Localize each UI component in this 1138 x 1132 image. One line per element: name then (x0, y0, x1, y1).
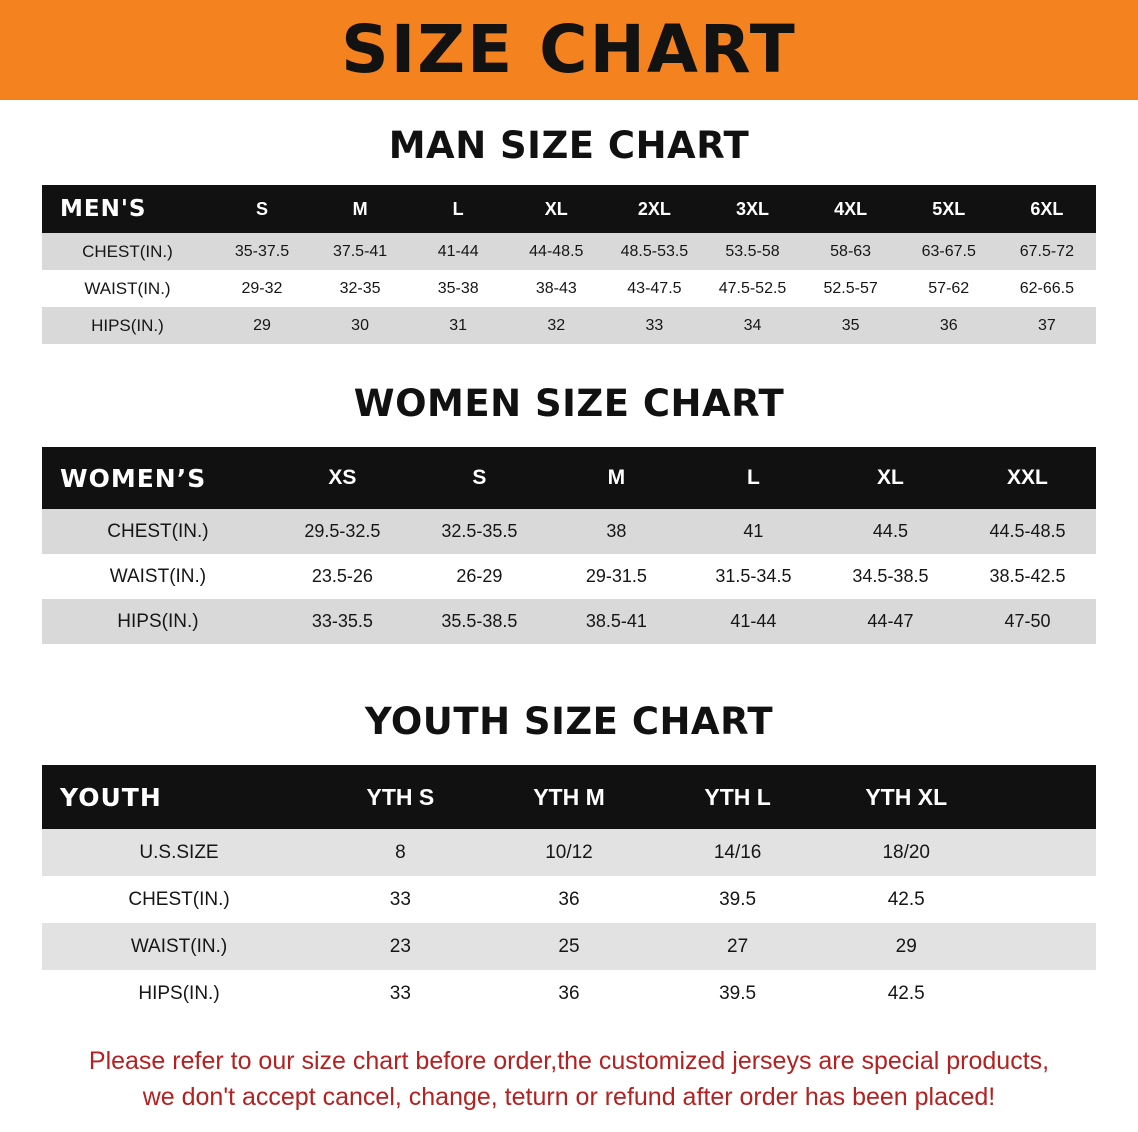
table-cell: 33 (316, 876, 485, 923)
man-col-header: S (213, 185, 311, 233)
table-cell: 29-32 (213, 270, 311, 307)
man-col-header: 6XL (998, 185, 1096, 233)
man-col-header: 2XL (605, 185, 703, 233)
table-cell: 38.5-41 (548, 599, 685, 644)
table-cell: 44.5-48.5 (959, 509, 1096, 554)
table-cell: 18/20 (822, 829, 991, 876)
disclaimer-line-2: we don't accept cancel, change, teturn or refund after order has been placed! (142, 1083, 996, 1112)
table-cell: 48.5-53.5 (605, 233, 703, 270)
youth-row-label: WAIST(IN.) (42, 923, 316, 970)
youth-corner-label: YOUTH (42, 765, 316, 829)
man-col-header: 3XL (703, 185, 801, 233)
table-cell: 63-67.5 (900, 233, 998, 270)
women-row-label: CHEST(IN.) (42, 509, 274, 554)
youth-col-header-spacer (991, 765, 1096, 829)
table-cell: 36 (900, 307, 998, 344)
table-cell: 31 (409, 307, 507, 344)
disclaimer-note (34, 1043, 1104, 1116)
table-cell: 41-44 (409, 233, 507, 270)
table-cell: 34 (703, 307, 801, 344)
table-cell: 29-31.5 (548, 554, 685, 599)
table-cell: 37.5-41 (311, 233, 409, 270)
youth-col-header: YTH S (316, 765, 485, 829)
table-row (42, 970, 1096, 1017)
table-cell: 29.5-32.5 (274, 509, 411, 554)
man-col-header: 4XL (802, 185, 900, 233)
table-cell: 35-37.5 (213, 233, 311, 270)
table-row (42, 554, 1096, 599)
women-col-header: S (411, 447, 548, 509)
man-col-header: M (311, 185, 409, 233)
women-corner-label: WOMEN’S (42, 447, 274, 509)
women-col-header: M (548, 447, 685, 509)
table-row (42, 509, 1096, 554)
table-row (42, 233, 1096, 270)
table-cell: 26-29 (411, 554, 548, 599)
table-cell: 36 (485, 876, 654, 923)
table-cell: 62-66.5 (998, 270, 1096, 307)
table-header-row (42, 765, 1096, 829)
table-cell-spacer (991, 876, 1096, 923)
table-cell: 32-35 (311, 270, 409, 307)
table-cell: 39.5 (653, 970, 822, 1017)
table-cell: 31.5-34.5 (685, 554, 822, 599)
women-table-wrap (0, 447, 1138, 644)
youth-size-table (42, 765, 1096, 1017)
table-cell: 42.5 (822, 970, 991, 1017)
youth-col-header: YTH M (485, 765, 654, 829)
table-cell-spacer (991, 970, 1096, 1017)
man-col-header: L (409, 185, 507, 233)
women-size-table (42, 447, 1096, 644)
youth-col-header: YTH L (653, 765, 822, 829)
table-cell: 14/16 (653, 829, 822, 876)
table-row (42, 270, 1096, 307)
table-cell-spacer (991, 923, 1096, 970)
table-cell: 33 (316, 970, 485, 1017)
women-row-label: HIPS(IN.) (42, 599, 274, 644)
table-cell: 52.5-57 (802, 270, 900, 307)
table-cell: 36 (485, 970, 654, 1017)
table-row (42, 876, 1096, 923)
man-row-label: HIPS(IN.) (42, 307, 213, 344)
table-cell: 44.5 (822, 509, 959, 554)
table-cell: 27 (653, 923, 822, 970)
table-cell: 33 (605, 307, 703, 344)
table-cell: 23 (316, 923, 485, 970)
man-size-table (42, 185, 1096, 344)
table-cell: 47.5-52.5 (703, 270, 801, 307)
table-cell: 44-48.5 (507, 233, 605, 270)
table-cell: 57-62 (900, 270, 998, 307)
man-corner-label: MEN'S (42, 185, 213, 233)
table-cell: 43-47.5 (605, 270, 703, 307)
table-cell: 39.5 (653, 876, 822, 923)
table-cell: 42.5 (822, 876, 991, 923)
table-cell: 41-44 (685, 599, 822, 644)
table-cell-spacer (991, 829, 1096, 876)
youth-row-label: CHEST(IN.) (42, 876, 316, 923)
table-cell: 34.5-38.5 (822, 554, 959, 599)
table-cell: 32 (507, 307, 605, 344)
man-col-header: 5XL (900, 185, 998, 233)
women-col-header: XXL (959, 447, 1096, 509)
table-cell: 67.5-72 (998, 233, 1096, 270)
table-cell: 47-50 (959, 599, 1096, 644)
women-col-header: XS (274, 447, 411, 509)
table-cell: 53.5-58 (703, 233, 801, 270)
table-cell: 23.5-26 (274, 554, 411, 599)
table-row (42, 307, 1096, 344)
table-cell: 29 (822, 923, 991, 970)
table-header-row (42, 185, 1096, 233)
man-section-title: MAN SIZE CHART (388, 124, 750, 167)
women-row-label: WAIST(IN.) (42, 554, 274, 599)
table-cell: 32.5-35.5 (411, 509, 548, 554)
table-cell: 44-47 (822, 599, 959, 644)
man-table-wrap (0, 185, 1138, 344)
table-row (42, 829, 1096, 876)
youth-row-label: U.S.SIZE (42, 829, 316, 876)
table-cell: 29 (213, 307, 311, 344)
women-col-header: L (685, 447, 822, 509)
table-cell: 8 (316, 829, 485, 876)
table-cell: 30 (311, 307, 409, 344)
banner (0, 0, 1138, 100)
table-cell: 38 (548, 509, 685, 554)
table-row (42, 923, 1096, 970)
youth-section-title: YOUTH SIZE CHART (364, 700, 774, 743)
page-title: SIZE CHART (341, 11, 797, 88)
table-cell: 35 (802, 307, 900, 344)
women-section-title: WOMEN SIZE CHART (353, 382, 785, 425)
table-cell: 41 (685, 509, 822, 554)
table-cell: 25 (485, 923, 654, 970)
table-row (42, 599, 1096, 644)
disclaimer-line-1: Please refer to our size chart before order,the customized jerseys are special products, (88, 1047, 1050, 1075)
table-cell: 38-43 (507, 270, 605, 307)
table-header-row (42, 447, 1096, 509)
table-cell: 37 (998, 307, 1096, 344)
table-cell: 35.5-38.5 (411, 599, 548, 644)
table-cell: 38.5-42.5 (959, 554, 1096, 599)
man-row-label: CHEST(IN.) (42, 233, 213, 270)
women-col-header: XL (822, 447, 959, 509)
man-row-label: WAIST(IN.) (42, 270, 213, 307)
table-cell: 35-38 (409, 270, 507, 307)
table-cell: 10/12 (485, 829, 654, 876)
table-cell: 33-35.5 (274, 599, 411, 644)
youth-row-label: HIPS(IN.) (42, 970, 316, 1017)
man-col-header: XL (507, 185, 605, 233)
table-cell: 58-63 (802, 233, 900, 270)
youth-table-wrap (0, 765, 1138, 1017)
youth-col-header: YTH XL (822, 765, 991, 829)
